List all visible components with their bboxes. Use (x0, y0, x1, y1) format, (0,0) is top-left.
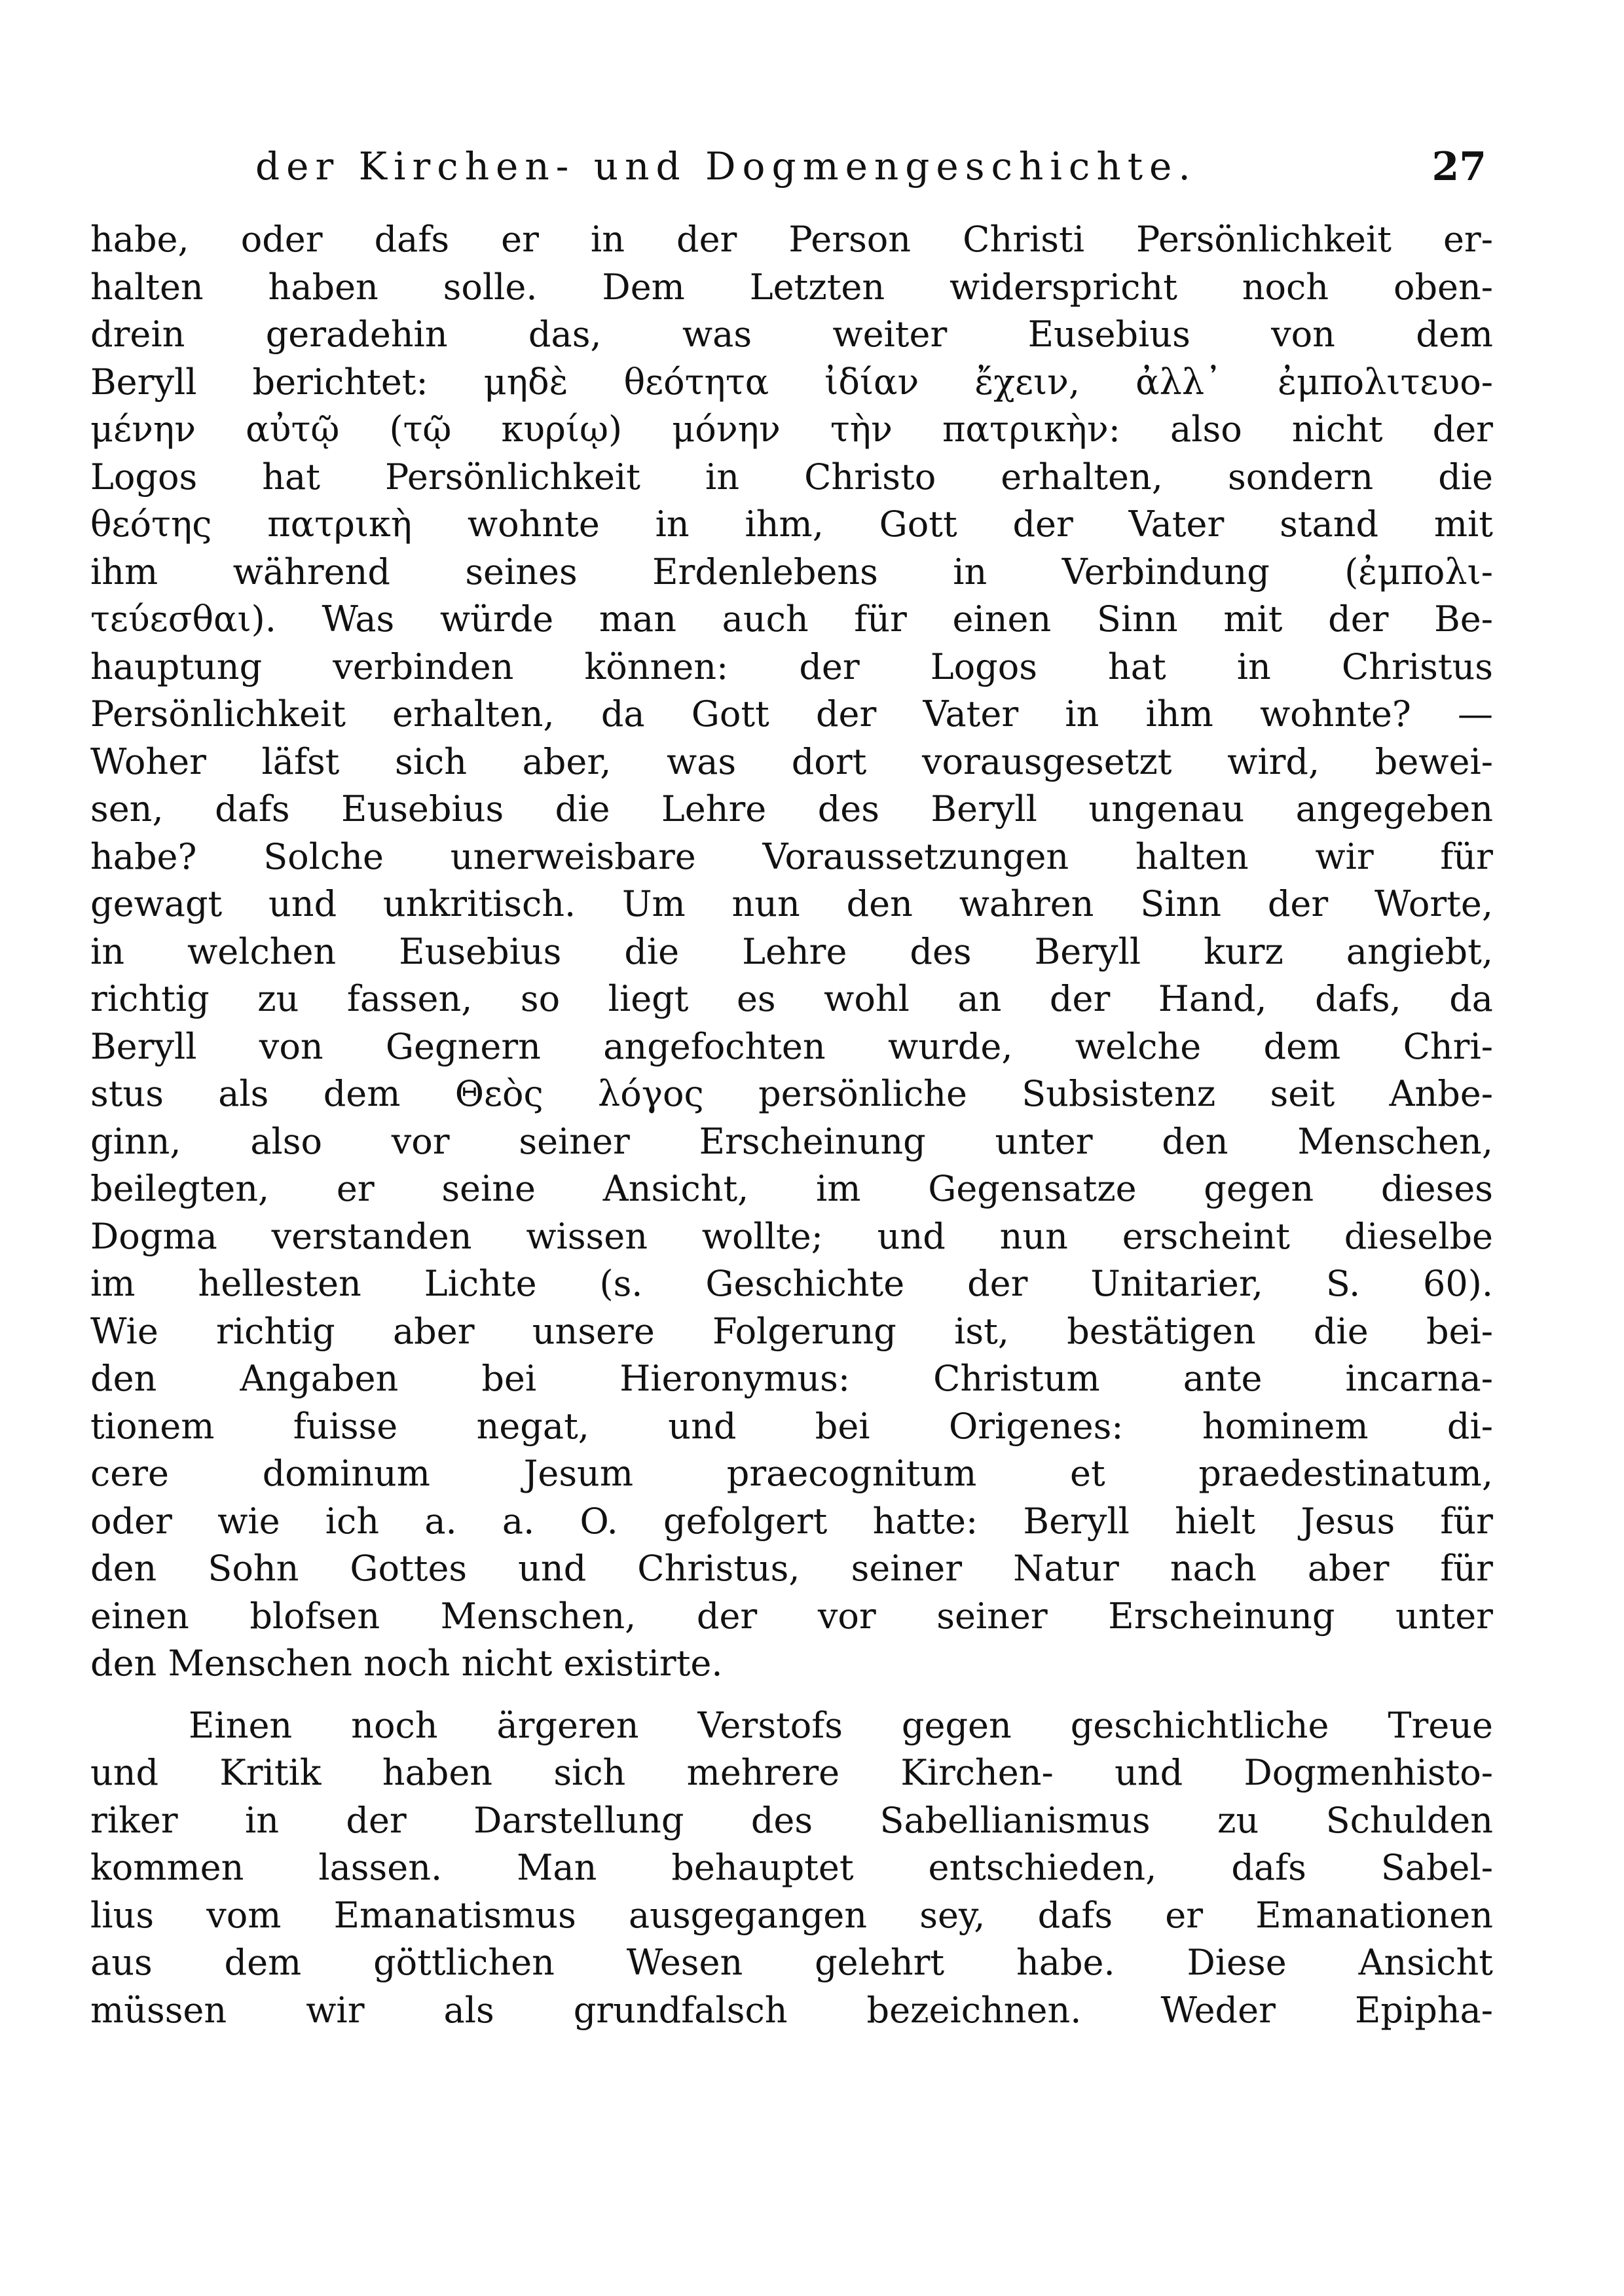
text-line: kommen lassen. Man behauptet entschieden, dafs Sabel- (90, 1847, 1493, 1888)
running-head (255, 137, 1486, 196)
text-line: Beryll berichtet: μηδὲ θεότητα ἰδίαν ἔχειν, ἀλλ᾽ ἐμπολιτευο- (90, 361, 1493, 403)
text-line: Beryll von Gegnern angefochten wurde, welche dem Chri- (90, 1025, 1493, 1067)
text-line: habe? Solche unerweisbare Voraussetzungen halten wir für (90, 835, 1493, 877)
text-line: Wie richtig aber unsere Folgerung ist, bestätigen die bei- (90, 1310, 1493, 1352)
text-line: den Sohn Gottes und Christus, seiner Natur nach aber für (90, 1548, 1493, 1589)
text-line: τεύεσθαι). Was würde man auch für einen Sinn mit der Be- (90, 598, 1493, 640)
text-line: Persönlichkeit erhalten, da Gott der Vater in ihm wohnte? — (90, 693, 1493, 735)
text-line: μένην αὐτῷ (τῷ κυρίῳ) μόνην τὴν πατρικὴν: also nicht der (90, 409, 1493, 450)
text-line: in welchen Eusebius die Lehre des Beryll kurz angiebt, (90, 930, 1493, 972)
text-line: und Kritik haben sich mehrere Kirchen- und Dogmenhisto- (90, 1752, 1493, 1793)
text-line: lius vom Emanatismus ausgegangen sey, dafs er Emanationen (90, 1894, 1493, 1936)
running-title: der Kirchen- und Dogmengeschichte. (255, 144, 1197, 189)
text-line: ihm während seines Erdenlebens in Verbindung (ἐμπολι- (90, 551, 1493, 592)
text-line: aus dem göttlichen Wesen gelehrt habe. Diese Ansicht (90, 1942, 1493, 1983)
text-line: einen blofsen Menschen, der vor seiner Erscheinung unter (90, 1595, 1493, 1637)
text-line: cere dominum Jesum praecognitum et praedestinatum, (90, 1453, 1493, 1494)
text-line: richtig zu fassen, so liegt es wohl an der Hand, dafs, da (90, 978, 1493, 1019)
text-line: müssen wir als grundfalsch bezeichnen. Weder Epipha- (90, 1989, 1493, 2031)
text-line: Woher läfst sich aber, was dort vorausgesetzt wird, bewei- (90, 740, 1493, 782)
text-line: Einen noch ärgeren Verstofs gegen geschichtliche Treue (189, 1704, 1493, 1746)
text-line: beilegten, er seine Ansicht, im Gegensatze gegen dieses (90, 1168, 1493, 1209)
text-line: tionem fuisse negat, und bei Origenes: hominem di- (90, 1405, 1493, 1447)
text-line: den Angaben bei Hieronymus: Christum ante incarna- (90, 1358, 1493, 1399)
text-line: stus als dem Θεὸς λόγος persönliche Subsistenz seit Anbe- (90, 1073, 1493, 1114)
text-line: θεότης πατρικὴ wohnte in ihm, Gott der Vater stand mit (90, 503, 1493, 545)
text-line: den Menschen noch nicht existirte. (90, 1643, 723, 1684)
text-line: halten haben solle. Dem Letzten widerspricht noch oben- (90, 266, 1493, 308)
text-line: riker in der Darstellung des Sabellianismus zu Schulden (90, 1799, 1493, 1841)
paragraph-2 (90, 1702, 1493, 2035)
body-text (90, 216, 1493, 2034)
text-line: ginn, also vor seiner Erscheinung unter den Menschen, (90, 1120, 1493, 1162)
text-line: sen, dafs Eusebius die Lehre des Beryll ungenau angegeben (90, 788, 1493, 829)
text-line: habe, oder dafs er in der Person Christi Persönlichkeit er- (90, 219, 1493, 260)
paragraph-gap (90, 1688, 1493, 1702)
text-line: drein geradehin das, was weiter Eusebius von dem (90, 314, 1493, 355)
text-line: gewagt und unkritisch. Um nun den wahren Sinn der Worte, (90, 883, 1493, 924)
text-line: oder wie ich a. a. O. gefolgert hatte: Beryll hielt Jesus für (90, 1500, 1493, 1542)
paragraph-1 (90, 216, 1493, 1688)
text-line: im hellesten Lichte (s. Geschichte der Unitarier, S. 60). (90, 1263, 1493, 1304)
text-line: Dogma verstanden wissen wollte; und nun erscheint dieselbe (90, 1215, 1493, 1257)
text-line: Logos hat Persönlichkeit in Christo erhalten, sondern die (90, 456, 1493, 498)
page-number: 27 (1431, 144, 1486, 190)
text-line: hauptung verbinden können: der Logos hat in Christus (90, 646, 1493, 687)
